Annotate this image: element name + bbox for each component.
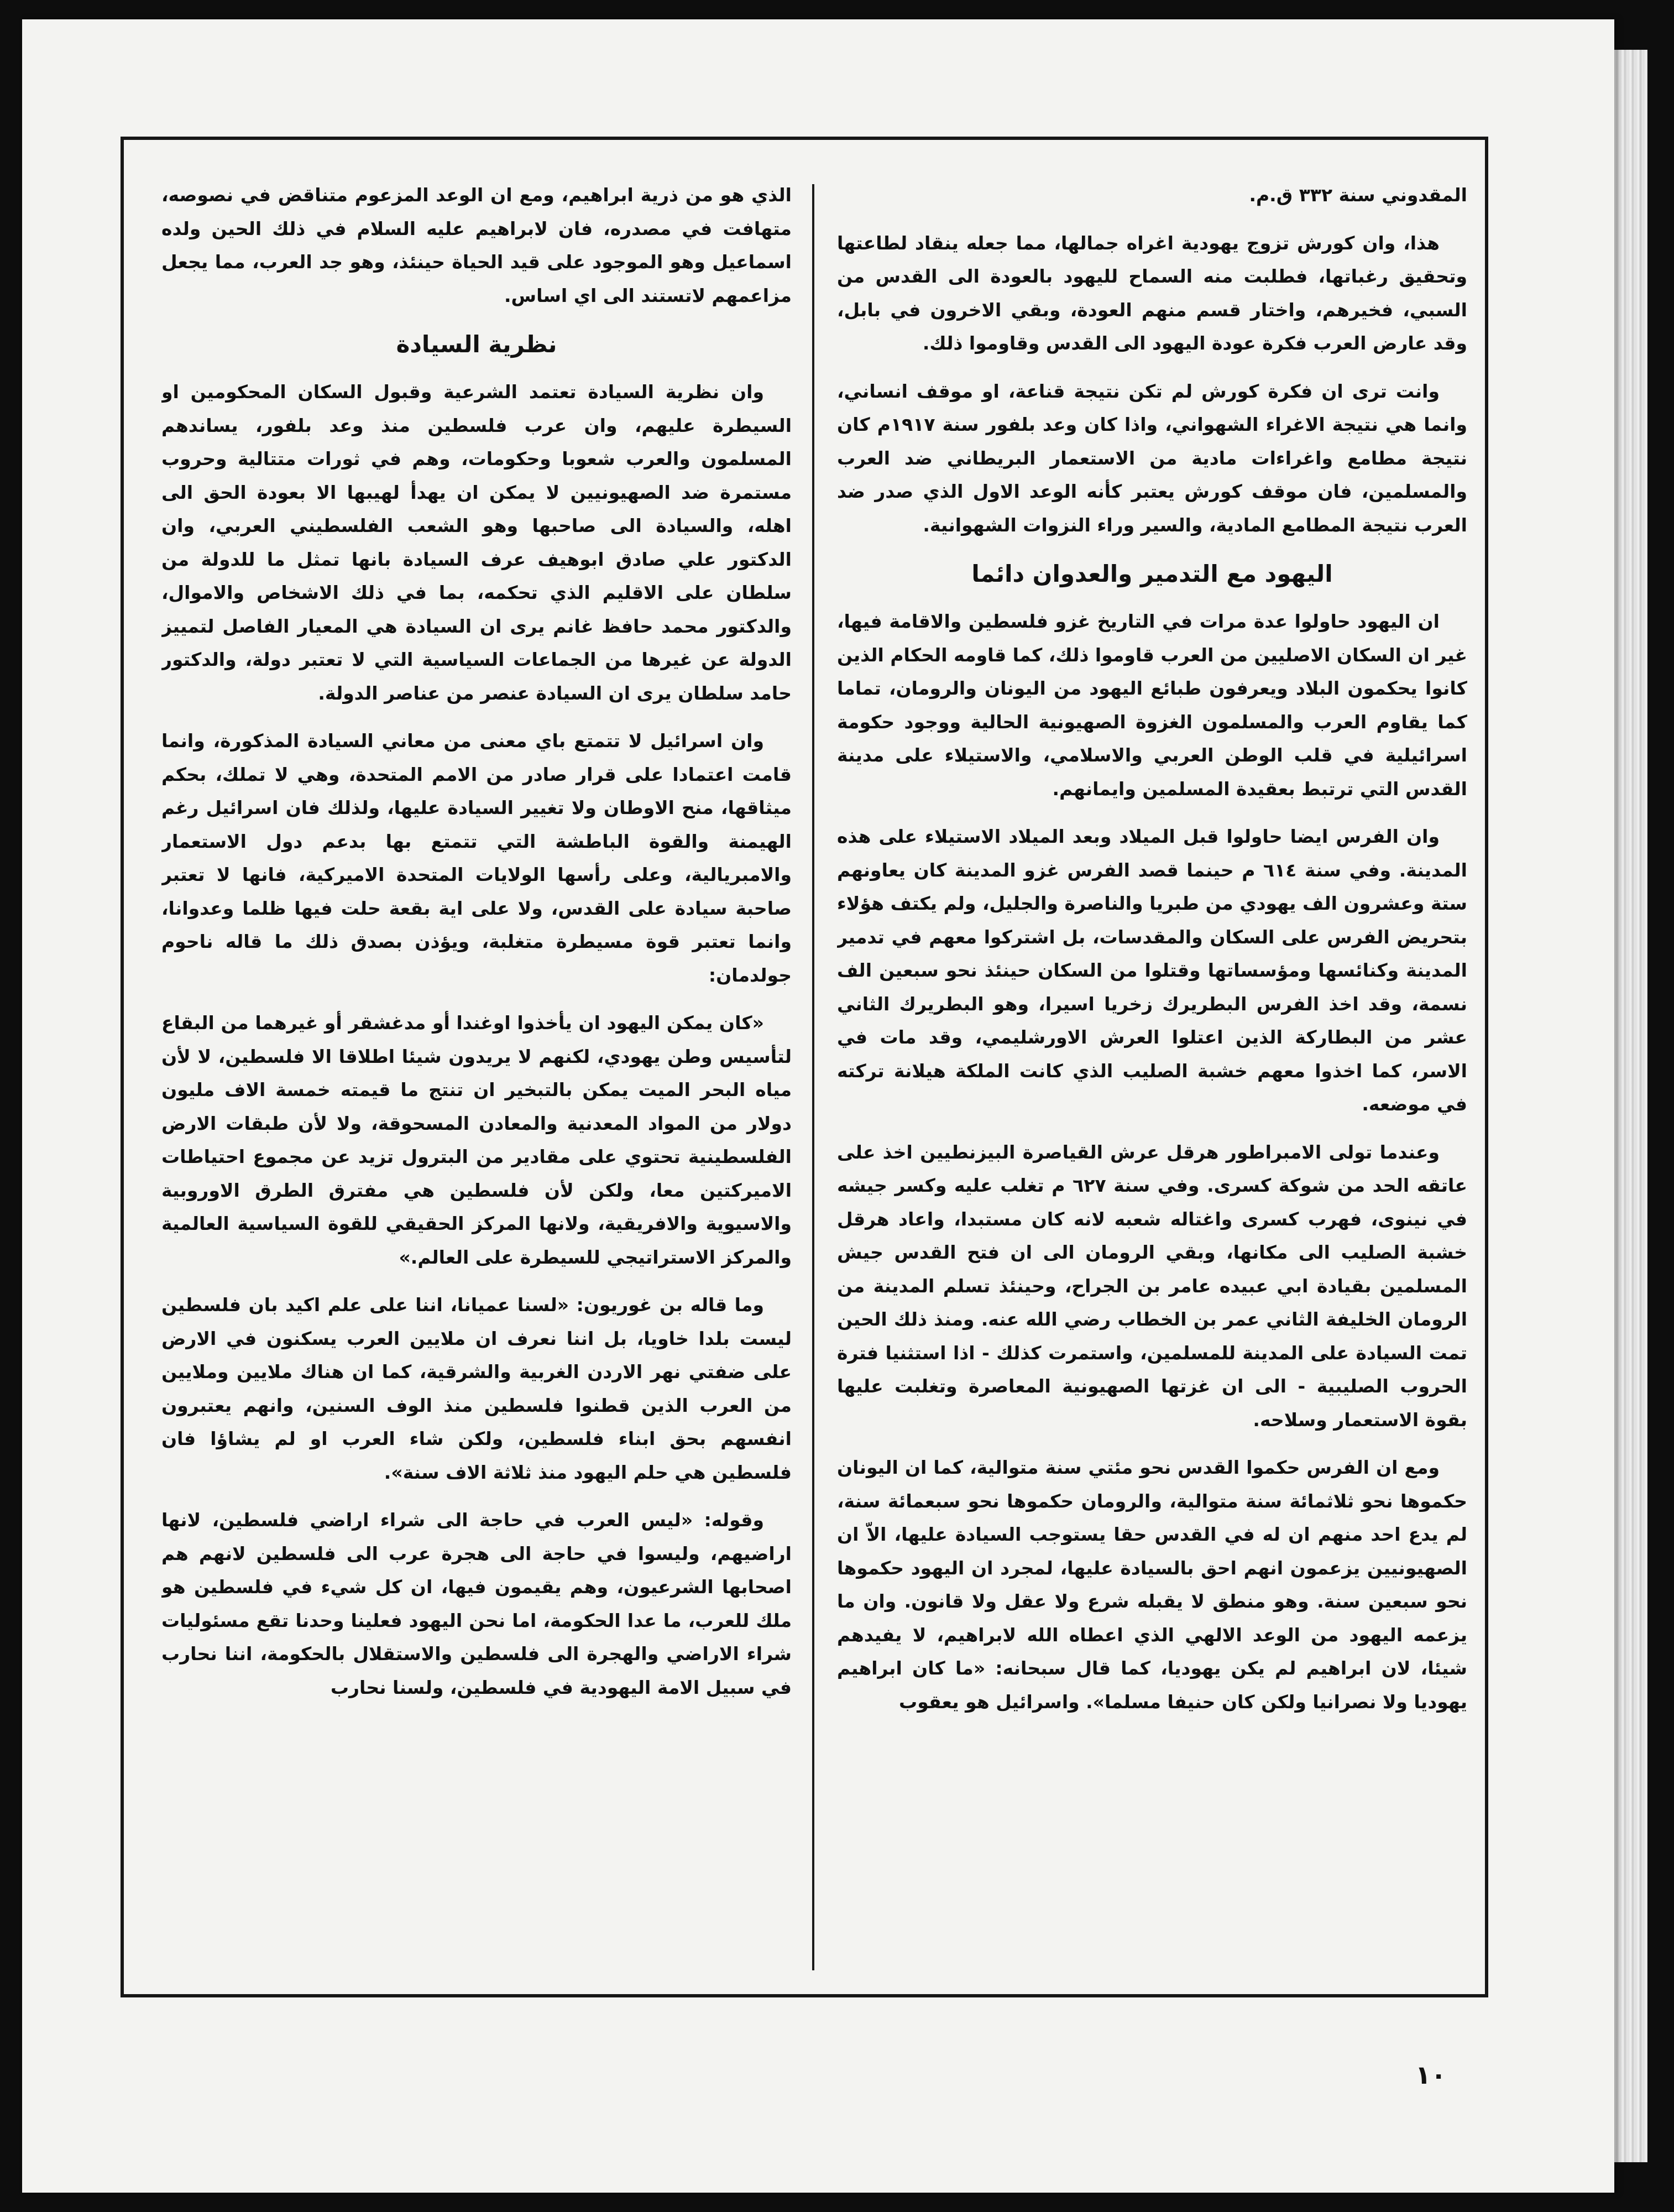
column-divider (812, 184, 814, 1970)
quote-paragraph: «كان يمكن اليهود ان يأخذوا اوغندا أو مدغشقر أو غيرهما من البقاع لتأسيس وطن يهودي، لكنهم لا يريدون شيئا اطلاقا الا فلسطين، لا لأن مياه البحر الميت يمكن بالتبخير ان تنتج ما قيمته خمسة الاف مليون دولار من المواد المعدنية والمعادن المسحوقة، ولا لأن طبقات الارض الفلسطينية تحتوي على مقادير من البترول تزيد عن مجموع احتياطات الاميركتين معا، ولكن لأن فلسطين هي مفترق الطرق الاوروبية والاسيوية والافريقية، ولانها المركز الحقيقي للقوة السياسية العالمية والمركز الاستراتيجي للسيطرة على العالم.» (161, 1012, 792, 1268)
page-number: ١٠ (1415, 2060, 1447, 2090)
paragraph: وعندما تولى الامبراطور هرقل عرش القياصرة البيزنطيين اخذ على عاتقه الحد من شوكة كسرى. وفي سنة ٦٢٧ م تغلب عليه وكسر جيشه في نينوى، فهرب كسرى واغتاله شعبه لانه كان مستبدا، واعاد هرقل خشبة الصليب الى مكانها، وبقي الرومان الى ان فتح القدس جيش المسلمين بقيادة ابي عبيده عامر بن الجراح، وحينئذ تسلم المدينة من الرومان الخليفة الثاني عمر بن الخطاب رضي الله عنه. ومنذ ذلك الحين تمت السيادة على المدينة للمسلمين، واستمرت كذلك - اذا استثنيا فترة الحروب الصليبية - الى ان غزتها الصهيونية المعاصرة وتغلبت عليها بقوة الاستعمار وسلاحه. (837, 1141, 1467, 1431)
paragraph: وانت ترى ان فكرة كورش لم تكن نتيجة قناعة، او موقف انساني، وانما هي نتيجة الاغراء الشهواني، واذا كان وعد بلفور سنة ١٩١٧م كان نتيجة مطامع واغراءات مادية من الاستعمار البريطاني ضد العرب والمسلمين، فان موقف كورش يعتبر كأنه الوعد الاول الذي صدر ضد العرب نتيجة المطامع المادية، والسير وراء النزوات الشهوانية. (837, 380, 1467, 536)
paragraph: المقدوني سنة ٣٣٢ ق.م. (1249, 184, 1467, 206)
magazine-page (22, 19, 1614, 2193)
paragraph: وان نظرية السيادة تعتمد الشرعية وقبول السكان المحكومين او السيطرة عليهم، وان عرب فلسطين منذ وعد بلفور، يساندهم المسلمون والعرب شعوبا وحكومات، وهم في ثورات متتالية وحروب مستمرة ضد الصهيونيين لا يمكن ان يهدأ لهيبها الا بعودة الحق الى اهله، والسيادة الى صاحبها وهو الشعب الفلسطيني العربي، وان الدكتور علي صادق ابوهيف عرف السيادة بانها تمثل ما للدولة من سلطان على الاقليم الذي تحكمه، بما في ذلك الاشخاص والاموال، والدكتور محمد حافظ غانم يرى ان السيادة هي المعيار الفاصل لتمييز الدولة عن غيرها من الجماعات السياسية التي لا تعتبر دولة، والدكتور حامد سلطان يرى ان السيادة عنصر من عناصر الدولة. (161, 381, 792, 704)
paragraph: هذا، وان كورش تزوج يهودية اغراه جمالها، مما جعله ينقاد لطاعتها وتحقيق رغباتها، فطلبت منه السماح لليهود بالعودة الى القدس من السبي، فخيرهم، واختار قسم منهم العودة، وبقي الاخرون في بابل، وقد عارض العرب فكرة عودة اليهود الى القدس وقاوموا ذلك. (837, 232, 1467, 354)
paragraph: وان الفرس ايضا حاولوا قبل الميلاد وبعد الميلاد الاستيلاء على هذه المدينة. وفي سنة ٦١٤ م حينما قصد الفرس غزو المدينة كان يعاونهم ستة وعشرون الف يهودي من طبريا والناصرة والجليل، ولم يكتف هؤلاء بتحريض الفرس على السكان والمقدسات، بل اشتركوا معهم في تدمير المدينة وكنائسها ومؤسساتها وقتلوا من السكان حينئذ نحو سبعين الف نسمة، وقد اخذ الفرس البطريرك زخريا اسيرا، وهو البطريرك الثاني عشر من البطاركة الذين اعتلوا العرش الاورشليمي، وقد مات في الاسر، كما اخذوا معهم خشبة الصليب الذي كانت الملكة هيلانة تركته في موضعه. (837, 826, 1467, 1115)
paragraph: ومع ان الفرس حكموا القدس نحو مئتي سنة متوالية، كما ان اليونان حكموها نحو ثلاثمائة سنة متوالية، والرومان حكموها نحو سبعمائة سنة، لم يدع احد منهم ان له في القدس حقا يستوجب السيادة عليها، الاّ ان الصهيونيين يزعمون انهم احق بالسيادة عليها، لمجرد ان اليهود حكموها نحو سبعين سنة. وهو منطق لا يقبله شرع ولا عقل ولا قانون. وان ما يزعمه اليهود من الوعد الالهي الذي اعطاه الله لابراهيم، لا يفيدهم شيئا، لان ابراهيم لم يكن يهوديا، كما قال سبحانه: «ما كان ابراهيم يهوديا ولا نصرانيا ولكن كان حنيفا مسلما». واسرائيل هو يعقوب (837, 1457, 1467, 1713)
section-heading: نظرية السيادة (396, 331, 557, 358)
paragraph: وما قاله بن غوريون: «لسنا عميانا، اننا على علم اكيد بان فلسطين ليست بلدا خاويا، بل اننا نعرف ان ملايين العرب يسكنون في الارض على ضفتي نهر الاردن الغربية والشرقية، كما ان هناك ملايين وملايين من العرب الذين قطنوا فلسطين منذ الوف السنين، وانهم يعتبرون انفسهم بحق ابناء فلسطين، ولكن شاء العرب او لم يشاؤا فان فلسطين هي حلم اليهود منذ ثلاثة الاف سنة». (161, 1294, 792, 1483)
section-heading: اليهود مع التدمير والعدوان دائما (971, 560, 1333, 587)
paragraph: الذي هو من ذرية ابراهيم، ومع ان الوعد المزعوم متناقض في نصوصه، متهافت في مصدره، فان لابراهيم عليه السلام في ذلك الحين ولده اسماعيل وهو الموجود على قيد الحياة حينئذ، وهو جد العرب، مما يجعل مزاعمهم لاتستند الى اي اساس. (161, 184, 792, 306)
paragraph: وقوله: «ليس العرب في حاجة الى شراء اراضي فلسطين، لانها اراضيهم، وليسوا في حاجة الى هجرة عرب الى فلسطين لانهم هم اصحابها الشرعيون، وهم يقيمون فيها، ان كل شيء في فلسطين هو ملك للعرب، ما عدا الحكومة، اما نحن اليهود فعلينا وحدنا تقع مسئوليات شراء الاراضي والهجرة الى فلسطين والاستقلال بالحكومة، اننا نحارب في سبيل الامة اليهودية في فلسطين، ولسنا نحارب (161, 1509, 792, 1698)
paragraph: وان اسرائيل لا تتمتع باي معنى من معاني السيادة المذكورة، وانما قامت اعتمادا على قرار صادر من الامم المتحدة، وهي لا تملك، بحكم ميثاقها، منح الاوطان ولا تغيير السيادة عليها، ولذلك فان اسرائيل رغم الهيمنة والقوة الباطشة التي تتمتع بها بدعم دول الاستعمار والامبريالية، وعلى رأسها الولايات المتحدة الاميركية، فانها لا تعتبر صاحبة سيادة على القدس، ولا على اية بقعة حلت فيها ظلما وعدوانا، وانما تعتبر قوة مسيطرة متغلبة، ويؤذن بصدق ذلك ما قاله ناحوم جولدمان: (161, 730, 792, 986)
left-column (161, 179, 792, 1966)
right-column (837, 179, 1467, 1966)
paragraph: ان اليهود حاولوا عدة مرات في التاريخ غزو فلسطين والاقامة فيها، غير ان السكان الاصليين من العرب قاوموا ذلك، كما قاومه الحكام الذين كانوا يحكمون البلاد ويعرفون طبائع اليهود من اليونان والرومان، تماما كما يقاوم العرب والمسلمون الغزوة الصهيونية الحالية ووجود حكومة اسرائيلية في قلب الوطن العربي والاسلامي، والاستيلاء على مدينة القدس التي ترتبط بعقيدة المسلمين وايمانهم. (837, 611, 1467, 800)
text-frame (121, 137, 1488, 1997)
